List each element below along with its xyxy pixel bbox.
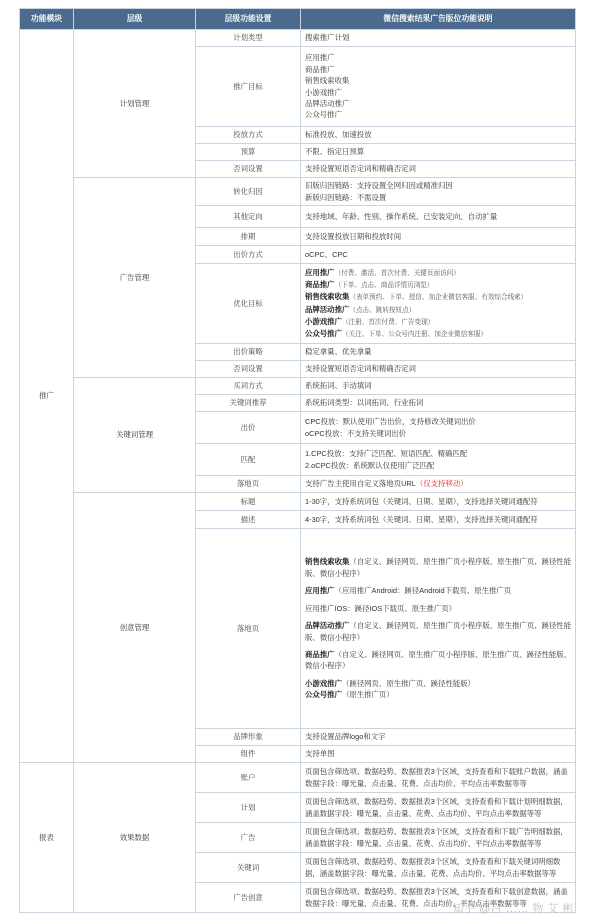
description-cell <box>301 476 576 493</box>
list-item: CPC投放：默认使用广告出价，支持修改关键词出价 <box>305 417 476 427</box>
list-item <box>305 689 572 700</box>
description-cell: 页面包含筛选项、数据趋势、数据报表3个区域，支持查看和下载广告明细数据，涵盖数据字段：曝光量、点击量、花费、点击均价、平均点击率数据等等 <box>301 823 576 853</box>
feature-cell: 计划类型 <box>196 30 301 47</box>
level-keyword: 关键词管理 <box>74 378 196 493</box>
feature-cell: 描述 <box>196 511 301 529</box>
list-item <box>305 267 572 279</box>
item-title: 公众号推广 <box>305 690 342 700</box>
list-item <box>305 678 572 689</box>
item-detail: （付费、激活、首次付费、关键页面访问） <box>334 269 460 277</box>
list-item: 品牌活动推广 <box>305 98 350 108</box>
item-detail: （应用推广Android：蹊径Android下载页、原生推广页 <box>334 586 512 596</box>
level-plan: 计划管理 <box>74 30 196 178</box>
item-title: 销售线索收集 <box>305 557 350 567</box>
feature-cell: 组件 <box>196 746 301 763</box>
feature-cell: 落地页 <box>196 529 301 729</box>
description-cell: 页面包含筛选项、数据趋势、数据报表3个区域，支持查看和下载计划明细数据，涵盖数据字段：曝光量、点击量、花费、点击均价、平均点击率数据等等 <box>301 793 576 823</box>
level-ad: 广告管理 <box>74 178 196 378</box>
header-level: 层级 <box>74 9 196 30</box>
item-title: 品牌活动推广 <box>305 621 350 631</box>
feature-cell: 投放方式 <box>196 127 301 144</box>
list-item: 商品推广 <box>305 64 335 74</box>
list-item: 销售线索收集 <box>305 76 350 86</box>
feature-cell: 出价策略 <box>196 344 301 361</box>
description-cell: 页面包含筛选项、数据趋势、数据报表3个区域，支持查看和下载创意数据，涵盖数据字段：曝光量、点击量、花费、点击均价、平均点击率数据等等 <box>301 883 576 913</box>
list-item <box>305 620 572 643</box>
description-cell: 支持地域、年龄、性别、操作系统、已安装定向、自动扩量 <box>301 206 576 228</box>
description-cell <box>301 47 576 127</box>
module-report: 报表 <box>20 763 74 913</box>
list-item: 小游戏推广 <box>305 87 342 97</box>
description-cell: 支持设置短语否定词和精确否定词 <box>301 361 576 378</box>
item-detail: （蹊径网页、原生推广页、蹊径性能版） <box>341 678 476 688</box>
level-creative: 创意管理 <box>74 493 196 763</box>
description-cell: 页面包含筛选项、数据趋势、数据报表3个区域，支持查看和下载账户数据，涵盖数据字段：曝光量、点击量、花费、点击均价、平均点击率数据等等 <box>301 763 576 793</box>
mobile-only-note: （仅支持移动） <box>415 479 468 489</box>
item-detail: （注册、首次付费、广告变现） <box>341 318 435 326</box>
item-detail: （点击、跳转按钮点） <box>349 306 416 314</box>
description-cell: 稳定拿量、优先拿量 <box>301 344 576 361</box>
header-row <box>20 9 576 30</box>
list-item: 新版归因链路：不需设置 <box>305 192 387 202</box>
description-cell: 页面包含筛选项、数据趋势、数据报表3个区域，支持查看和下载关键词明细数据，涵盖数据字段：曝光量、点击量、花费、点击均价、平均点击率数据等等 <box>301 853 576 883</box>
feature-cell: 其他定向 <box>196 206 301 228</box>
item-detail: （下单、点击、商品详情页浏览） <box>334 282 434 290</box>
feature-cell: 排期 <box>196 228 301 246</box>
feature-cell: 推广目标 <box>196 47 301 127</box>
list-item <box>305 649 572 672</box>
item-detail: 应用推广IOS：蹊径IOS下载页、原生推广页） <box>305 603 457 613</box>
feature-cell: 落地页 <box>196 476 301 493</box>
description-cell <box>301 412 576 444</box>
item-title: 品牌活动推广 <box>305 304 350 314</box>
description-cell: 支持设置品牌logo和文字 <box>301 729 576 746</box>
header-description: 微信搜索结果广告版位功能说明 <box>301 9 576 30</box>
feature-cell: 匹配 <box>196 444 301 476</box>
list-item <box>305 316 572 328</box>
description-cell: 标准投放、加速投放 <box>301 127 576 144</box>
feature-cell: 否词设置 <box>196 161 301 178</box>
description-cell: 搜索推广计划 <box>301 30 576 47</box>
description-cell: 系统拓词、手动填词 <box>301 378 576 395</box>
feature-cell: 品牌形象 <box>196 729 301 746</box>
list-item <box>305 279 572 291</box>
watermark: 知乎 @吕 …… 物 艾 彬 <box>452 903 574 915</box>
item-title: 商品推广 <box>305 649 335 659</box>
item-title: 小游戏推广 <box>305 316 342 326</box>
list-item <box>305 291 572 303</box>
item-detail: （自定义、蹊径网页、原生推广页小程序版、原生推广页、蹊径性能版、微信小程序） <box>305 557 572 578</box>
list-item: 公众号推广 <box>305 110 342 120</box>
feature-cell: 否词设置 <box>196 361 301 378</box>
header-module: 功能模块 <box>20 9 74 30</box>
description-cell: oCPC、CPC <box>301 246 576 264</box>
item-title: 公众号推广 <box>305 328 342 338</box>
feature-cell: 买词方式 <box>196 378 301 395</box>
header-feature: 层级功能设置 <box>196 9 301 30</box>
description-cell <box>301 529 576 729</box>
item-title: 应用推广 <box>305 267 335 277</box>
landing-text: 支持广告主使用自定义落地页URL <box>305 479 416 489</box>
list-item <box>305 585 572 596</box>
description-cell: 1-30字，支持系统词包（关键词、日期、星期），支持选择关键词通配符 <box>301 493 576 511</box>
feature-cell: 关键词 <box>196 853 301 883</box>
module-promo: 推广 <box>20 30 74 763</box>
feature-cell: 预算 <box>196 144 301 161</box>
item-detail: （关注、下单、公众号内注册、加企业微信客服） <box>341 330 488 338</box>
list-item: 1.CPC投放：支持广泛匹配、短语匹配、精确匹配 <box>305 449 468 459</box>
feature-cell: 转化归因 <box>196 178 301 206</box>
description-cell: 支持单图 <box>301 746 576 763</box>
list-item <box>305 603 572 614</box>
level-effect: 效果数据 <box>74 763 196 913</box>
description-cell: 支持设置短语否定词和精确否定词 <box>301 161 576 178</box>
item-detail: （自定义、蹊径网页、原生推广页小程序版、原生推广页、蹊径性能版、微信小程序） <box>305 621 572 642</box>
item-title: 销售线索收集 <box>305 292 350 302</box>
feature-table <box>19 8 576 913</box>
item-title: 商品推广 <box>305 280 335 290</box>
list-item: 应用推广 <box>305 53 335 63</box>
feature-cell: 优化目标 <box>196 264 301 344</box>
list-item: 旧版归因链路：支持设置全网归因或精准归因 <box>305 181 453 191</box>
feature-cell: 标题 <box>196 493 301 511</box>
description-cell <box>301 178 576 206</box>
feature-cell: 账户 <box>196 763 301 793</box>
feature-cell: 出价方式 <box>196 246 301 264</box>
description-cell <box>301 444 576 476</box>
feature-cell: 广告创意 <box>196 883 301 913</box>
item-detail: （原生推广页） <box>341 690 394 700</box>
description-cell <box>301 264 576 344</box>
feature-cell: 计划 <box>196 793 301 823</box>
item-detail: （自定义、蹊径网页、原生推广页小程序版、原生推广页、蹊径性能版、微信小程序） <box>305 649 572 671</box>
item-title: 应用推广 <box>305 586 335 596</box>
list-item <box>305 304 572 316</box>
list-item <box>305 328 572 340</box>
description-cell: 4-30字，支持系统词包（关键词、日期、星期），支持选择关键词通配符 <box>301 511 576 529</box>
list-item: oCPC投放：不支持关键词出价 <box>305 428 407 438</box>
list-item: 2.oCPC投放：系统默认仅使用广泛匹配 <box>305 460 435 470</box>
description-cell: 不限、指定日预算 <box>301 144 576 161</box>
item-detail: （表单预约、下单、授信、加企业微信客服、有效综合线索） <box>349 294 528 302</box>
feature-cell: 关键词推荐 <box>196 395 301 412</box>
item-title: 小游戏推广 <box>305 678 342 688</box>
description-cell: 系统拓词类型：以词拓词、行业拓词 <box>301 395 576 412</box>
list-item <box>305 556 572 579</box>
description-cell: 支持设置投放日期和投放时间 <box>301 228 576 246</box>
feature-cell: 广告 <box>196 823 301 853</box>
feature-cell: 出价 <box>196 412 301 444</box>
